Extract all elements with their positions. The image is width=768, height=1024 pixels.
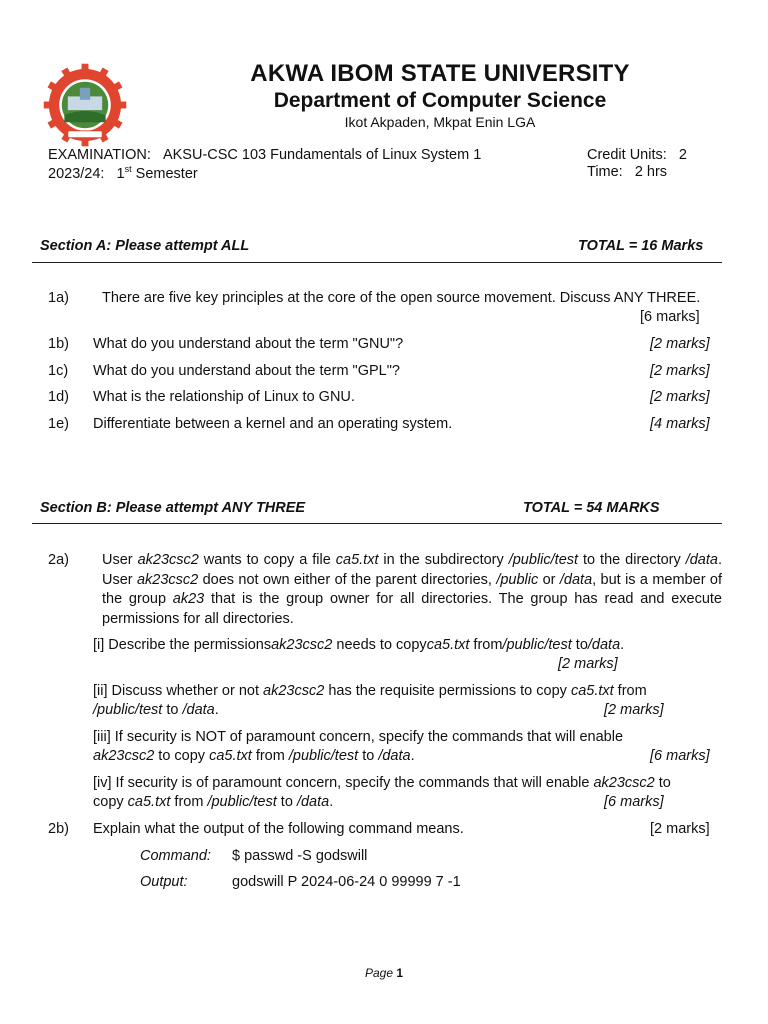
question-marks: [2 marks] (558, 656, 618, 672)
page-number: Page 1 (364, 966, 404, 980)
section-a-total: TOTAL = 16 Marks (578, 238, 704, 254)
credit-units: Credit Units: 2 (587, 147, 687, 163)
divider (32, 262, 722, 263)
command-label: Command: (140, 848, 211, 864)
question-marks: [2 marks] (650, 821, 710, 837)
subquestion-iii: [iii] If security is NOT of paramount concern, specify the commands that will enable (93, 729, 624, 745)
subquestion-ii-cont: /public/test to /data. (93, 702, 219, 718)
question-number: 1e) (48, 416, 69, 432)
question-marks: [6 marks] (650, 748, 710, 764)
question-marks: [6 marks] (640, 309, 700, 325)
question-text: There are five key principles at the core of the open source movement. Discuss ANY THREE. (102, 290, 701, 306)
section-b-total: TOTAL = 54 MARKS (523, 500, 660, 516)
question-marks: [2 marks] (650, 363, 710, 379)
university-name: AKWA IBOM STATE UNIVERSITY (250, 60, 630, 87)
output-label: Output: (140, 874, 188, 890)
subquestion-iv-cont: copy ca5.txt from /public/test to /data. (93, 794, 334, 810)
section-b-title: Section B: Please attempt ANY THREE (40, 500, 306, 516)
question-marks: [2 marks] (604, 702, 664, 718)
address: Ikot Akpaden, Mkpat Enin LGA (344, 114, 536, 130)
subquestion-iv: [iv] If security is of paramount concern, specify the commands that will enable ak23csc2 to (93, 775, 671, 791)
question-number: 1c) (48, 363, 69, 379)
section-a-title: Section A: Please attempt ALL (40, 238, 250, 254)
question-number: 1a) (48, 290, 69, 306)
exam-line: EXAMINATION: AKSU-CSC 103 Fundamentals of Linux System 1 (48, 147, 482, 163)
command-value: $ passwd -S godswill (232, 848, 368, 864)
question-marks: [6 marks] (604, 794, 664, 810)
question-2a-text: User ak23csc2 wants to copy a file ca5.txt in the subdirectory /public/test to the directory /data. User ak23csc2 does not own either of the parent directories, /public or /data, but is a member of the group ak23 that is the group owner for all directories. The group has read and execute permissions for all directories. (102, 552, 722, 627)
question-2b-text: Explain what the output of the following command means. (93, 821, 464, 837)
subquestion-iii-cont: ak23csc2 to copy ca5.txt from /public/test to /data. (93, 748, 415, 764)
question-text: What do you understand about the term "GPL"? (93, 363, 400, 379)
output-value: godswill P 2024-06-24 0 99999 7 -1 (232, 874, 461, 890)
question-marks: [4 marks] (650, 416, 710, 432)
divider (32, 523, 722, 524)
question-number: 2b) (48, 821, 69, 837)
question-number: 2a) (48, 552, 69, 568)
question-text: What is the relationship of Linux to GNU. (93, 389, 355, 405)
question-marks: [2 marks] (650, 389, 710, 405)
subquestion-ii: [ii] Discuss whether or not ak23csc2 has the requisite permissions to copy ca5.txt from (93, 683, 647, 699)
exam-time: Time: 2 hrs (587, 164, 668, 180)
question-marks: [2 marks] (650, 336, 710, 352)
question-number: 1b) (48, 336, 69, 352)
question-number: 1d) (48, 389, 69, 405)
department-name: Department of Computer Science (273, 89, 607, 112)
question-text: What do you understand about the term "GNU"? (93, 336, 404, 352)
session-line: 2023/24: 1st Semester (48, 164, 198, 182)
question-text: Differentiate between a kernel and an operating system. (93, 416, 453, 432)
subquestion-i: [i] Describe the permissionsak23csc2 needs to copyca5.txt from/public/test to/data. (93, 637, 625, 653)
